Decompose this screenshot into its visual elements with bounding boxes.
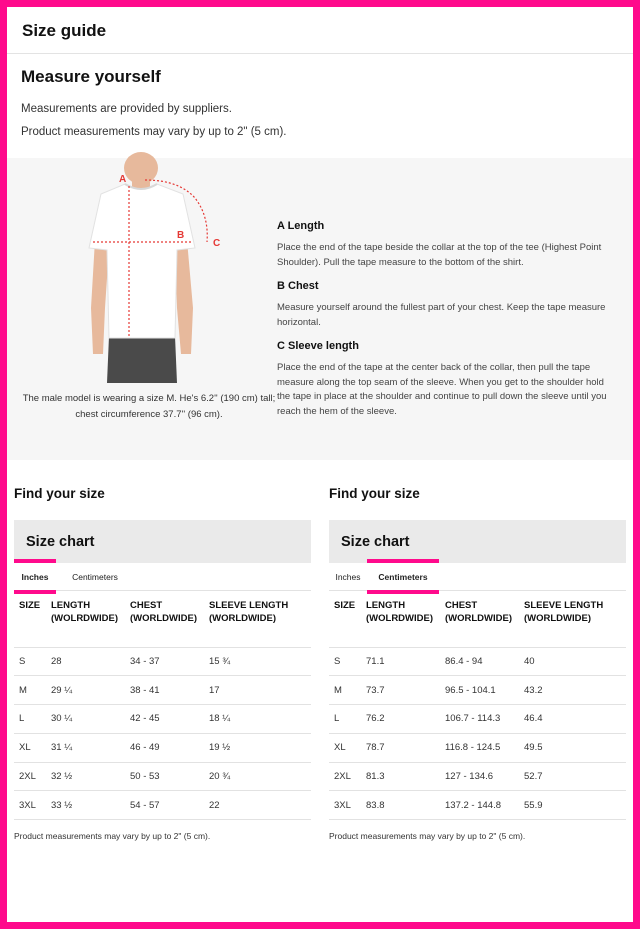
table-row <box>14 791 311 820</box>
table-footnote: Product measurements may vary by up to 2" (5 cm). <box>14 831 211 842</box>
guide-chest-text: Measure yourself around the fullest part of your chest. Keep the tape measure horizontal. <box>277 302 606 328</box>
size-table-inches <box>14 486 311 841</box>
table-row <box>14 733 311 762</box>
cell-length: 30 ¼ <box>46 705 125 734</box>
cell-size: XL <box>14 733 46 762</box>
cell-length: 32 ½ <box>46 762 125 791</box>
size-chart-header: Size chart <box>14 520 311 563</box>
cell-chest: 116.8 - 124.5 <box>440 733 519 762</box>
cell-size: 2XL <box>14 762 46 791</box>
table-row <box>14 705 311 734</box>
model-pants <box>107 336 177 383</box>
cell-length: 83.8 <box>361 791 440 820</box>
guide-chest-title: B Chest <box>277 280 319 292</box>
cell-sleeve: 40 <box>519 647 626 676</box>
size-table <box>14 591 311 820</box>
cell-sleeve: 22 <box>204 791 311 820</box>
table-header-row <box>329 591 626 647</box>
col-header-sleeve: SLEEVE LENGTH (WORLDWIDE) <box>519 591 626 647</box>
cell-chest: 46 - 49 <box>125 733 204 762</box>
unit-tabs <box>329 563 626 591</box>
guide-sleeve-text: Place the end of the tape at the center back of the collar, then pull the tape measure along the top seam of the sleeve. When you get to the shoulder hold the tape in place at the shoulder and continue to pull down the sleeve until you reach the hem of the sleeve. <box>277 362 607 417</box>
label-a: A <box>119 174 127 185</box>
table-header-row <box>14 591 311 647</box>
cell-length: 81.3 <box>361 762 440 791</box>
guide-chest <box>277 280 612 330</box>
cell-sleeve: 43.2 <box>519 676 626 705</box>
model-left-arm <box>91 240 109 354</box>
col-header-chest: CHEST (WORLDWIDE) <box>440 591 519 647</box>
cell-chest: 42 - 45 <box>125 705 204 734</box>
col-header-size: SIZE <box>329 591 361 647</box>
tab-centimeters[interactable]: Centimeters <box>367 563 439 591</box>
label-b: B <box>177 230 185 241</box>
cell-size: 2XL <box>329 762 361 791</box>
cell-length: 33 ½ <box>46 791 125 820</box>
cell-size: 3XL <box>329 791 361 820</box>
cell-size: M <box>329 676 361 705</box>
tab-inches[interactable]: Inches <box>335 572 361 582</box>
cell-chest: 54 - 57 <box>125 791 204 820</box>
cell-length: 73.7 <box>361 676 440 705</box>
table-row <box>329 762 626 791</box>
col-header-length: LENGTH (WOLRDWIDE) <box>46 591 125 647</box>
cell-sleeve: 19 ½ <box>204 733 311 762</box>
page-title: Size guide <box>22 21 107 40</box>
guide-length-title: A Length <box>277 220 325 232</box>
cell-chest: 127 - 134.6 <box>440 762 519 791</box>
cell-chest: 96.5 - 104.1 <box>440 676 519 705</box>
cell-sleeve: 46.4 <box>519 705 626 734</box>
cell-chest: 137.2 - 144.8 <box>440 791 519 820</box>
table-row <box>329 676 626 705</box>
tab-inches[interactable]: Inches <box>14 563 56 591</box>
cell-sleeve: 20 ¾ <box>204 762 311 791</box>
cell-length: 31 ¼ <box>46 733 125 762</box>
cell-sleeve: 15 ¾ <box>204 647 311 676</box>
measure-yourself-section <box>7 54 633 158</box>
measurement-figure-band <box>7 158 633 460</box>
table-row <box>329 733 626 762</box>
cell-size: S <box>14 647 46 676</box>
cell-chest: 34 - 37 <box>125 647 204 676</box>
measure-note-variance: Product measurements may vary by up to 2" (5 cm). <box>21 126 287 138</box>
cell-sleeve: 18 ¼ <box>204 705 311 734</box>
cell-size: M <box>14 676 46 705</box>
col-header-chest: CHEST (WORLDWIDE) <box>125 591 204 647</box>
cell-length: 28 <box>46 647 125 676</box>
cell-sleeve: 52.7 <box>519 762 626 791</box>
cell-chest: 106.7 - 114.3 <box>440 705 519 734</box>
model-right-arm <box>175 240 193 354</box>
find-your-size-title: Find your size <box>14 486 105 501</box>
guide-length-text: Place the end of the tape beside the collar at the top of the tee (Highest Point Shoulder). Pull the tape measure to the bottom of the shirt. <box>277 242 602 268</box>
table-row <box>14 762 311 791</box>
table-row <box>329 705 626 734</box>
cell-size: XL <box>329 733 361 762</box>
cell-chest: 86.4 - 94 <box>440 647 519 676</box>
cell-length: 71.1 <box>361 647 440 676</box>
cell-size: L <box>329 705 361 734</box>
col-header-length: LENGTH (WOLRDWIDE) <box>361 591 440 647</box>
guide-length <box>277 220 612 270</box>
cell-size: 3XL <box>14 791 46 820</box>
guide-sleeve <box>277 340 612 419</box>
guide-sleeve-title: C Sleeve length <box>277 340 359 352</box>
cell-sleeve: 49.5 <box>519 733 626 762</box>
size-chart-header: Size chart <box>329 520 626 563</box>
table-footnote: Product measurements may vary by up to 2" (5 cm). <box>329 831 526 842</box>
cell-size: L <box>14 705 46 734</box>
label-c: C <box>213 238 221 249</box>
model-illustration <box>79 158 219 383</box>
measure-title: Measure yourself <box>21 67 161 86</box>
cell-length: 29 ¼ <box>46 676 125 705</box>
table-row <box>14 676 311 705</box>
cell-length: 76.2 <box>361 705 440 734</box>
cell-chest: 50 - 53 <box>125 762 204 791</box>
size-table-centimeters <box>329 486 626 841</box>
tab-centimeters[interactable]: Centimeters <box>72 572 118 582</box>
table-row <box>329 791 626 820</box>
col-header-size: SIZE <box>14 591 46 647</box>
cell-chest: 38 - 41 <box>125 676 204 705</box>
table-row <box>329 647 626 676</box>
unit-tabs <box>14 563 311 591</box>
size-guide-header <box>7 7 633 54</box>
size-table <box>329 591 626 820</box>
cell-length: 78.7 <box>361 733 440 762</box>
col-header-sleeve: SLEEVE LENGTH (WORLDWIDE) <box>204 591 311 647</box>
table-row <box>14 647 311 676</box>
measure-note-suppliers: Measurements are provided by suppliers. <box>21 103 232 115</box>
measurement-guide <box>277 220 612 429</box>
cell-sleeve: 17 <box>204 676 311 705</box>
size-guide-page <box>7 7 633 922</box>
model-caption: The male model is wearing a size M. He's 6.2'' (190 cm) tall; chest circumference 37.7'' (96 cm). <box>22 393 276 420</box>
find-your-size-title: Find your size <box>329 486 420 501</box>
cell-size: S <box>329 647 361 676</box>
cell-sleeve: 55.9 <box>519 791 626 820</box>
tshirt-model-image <box>79 158 219 383</box>
